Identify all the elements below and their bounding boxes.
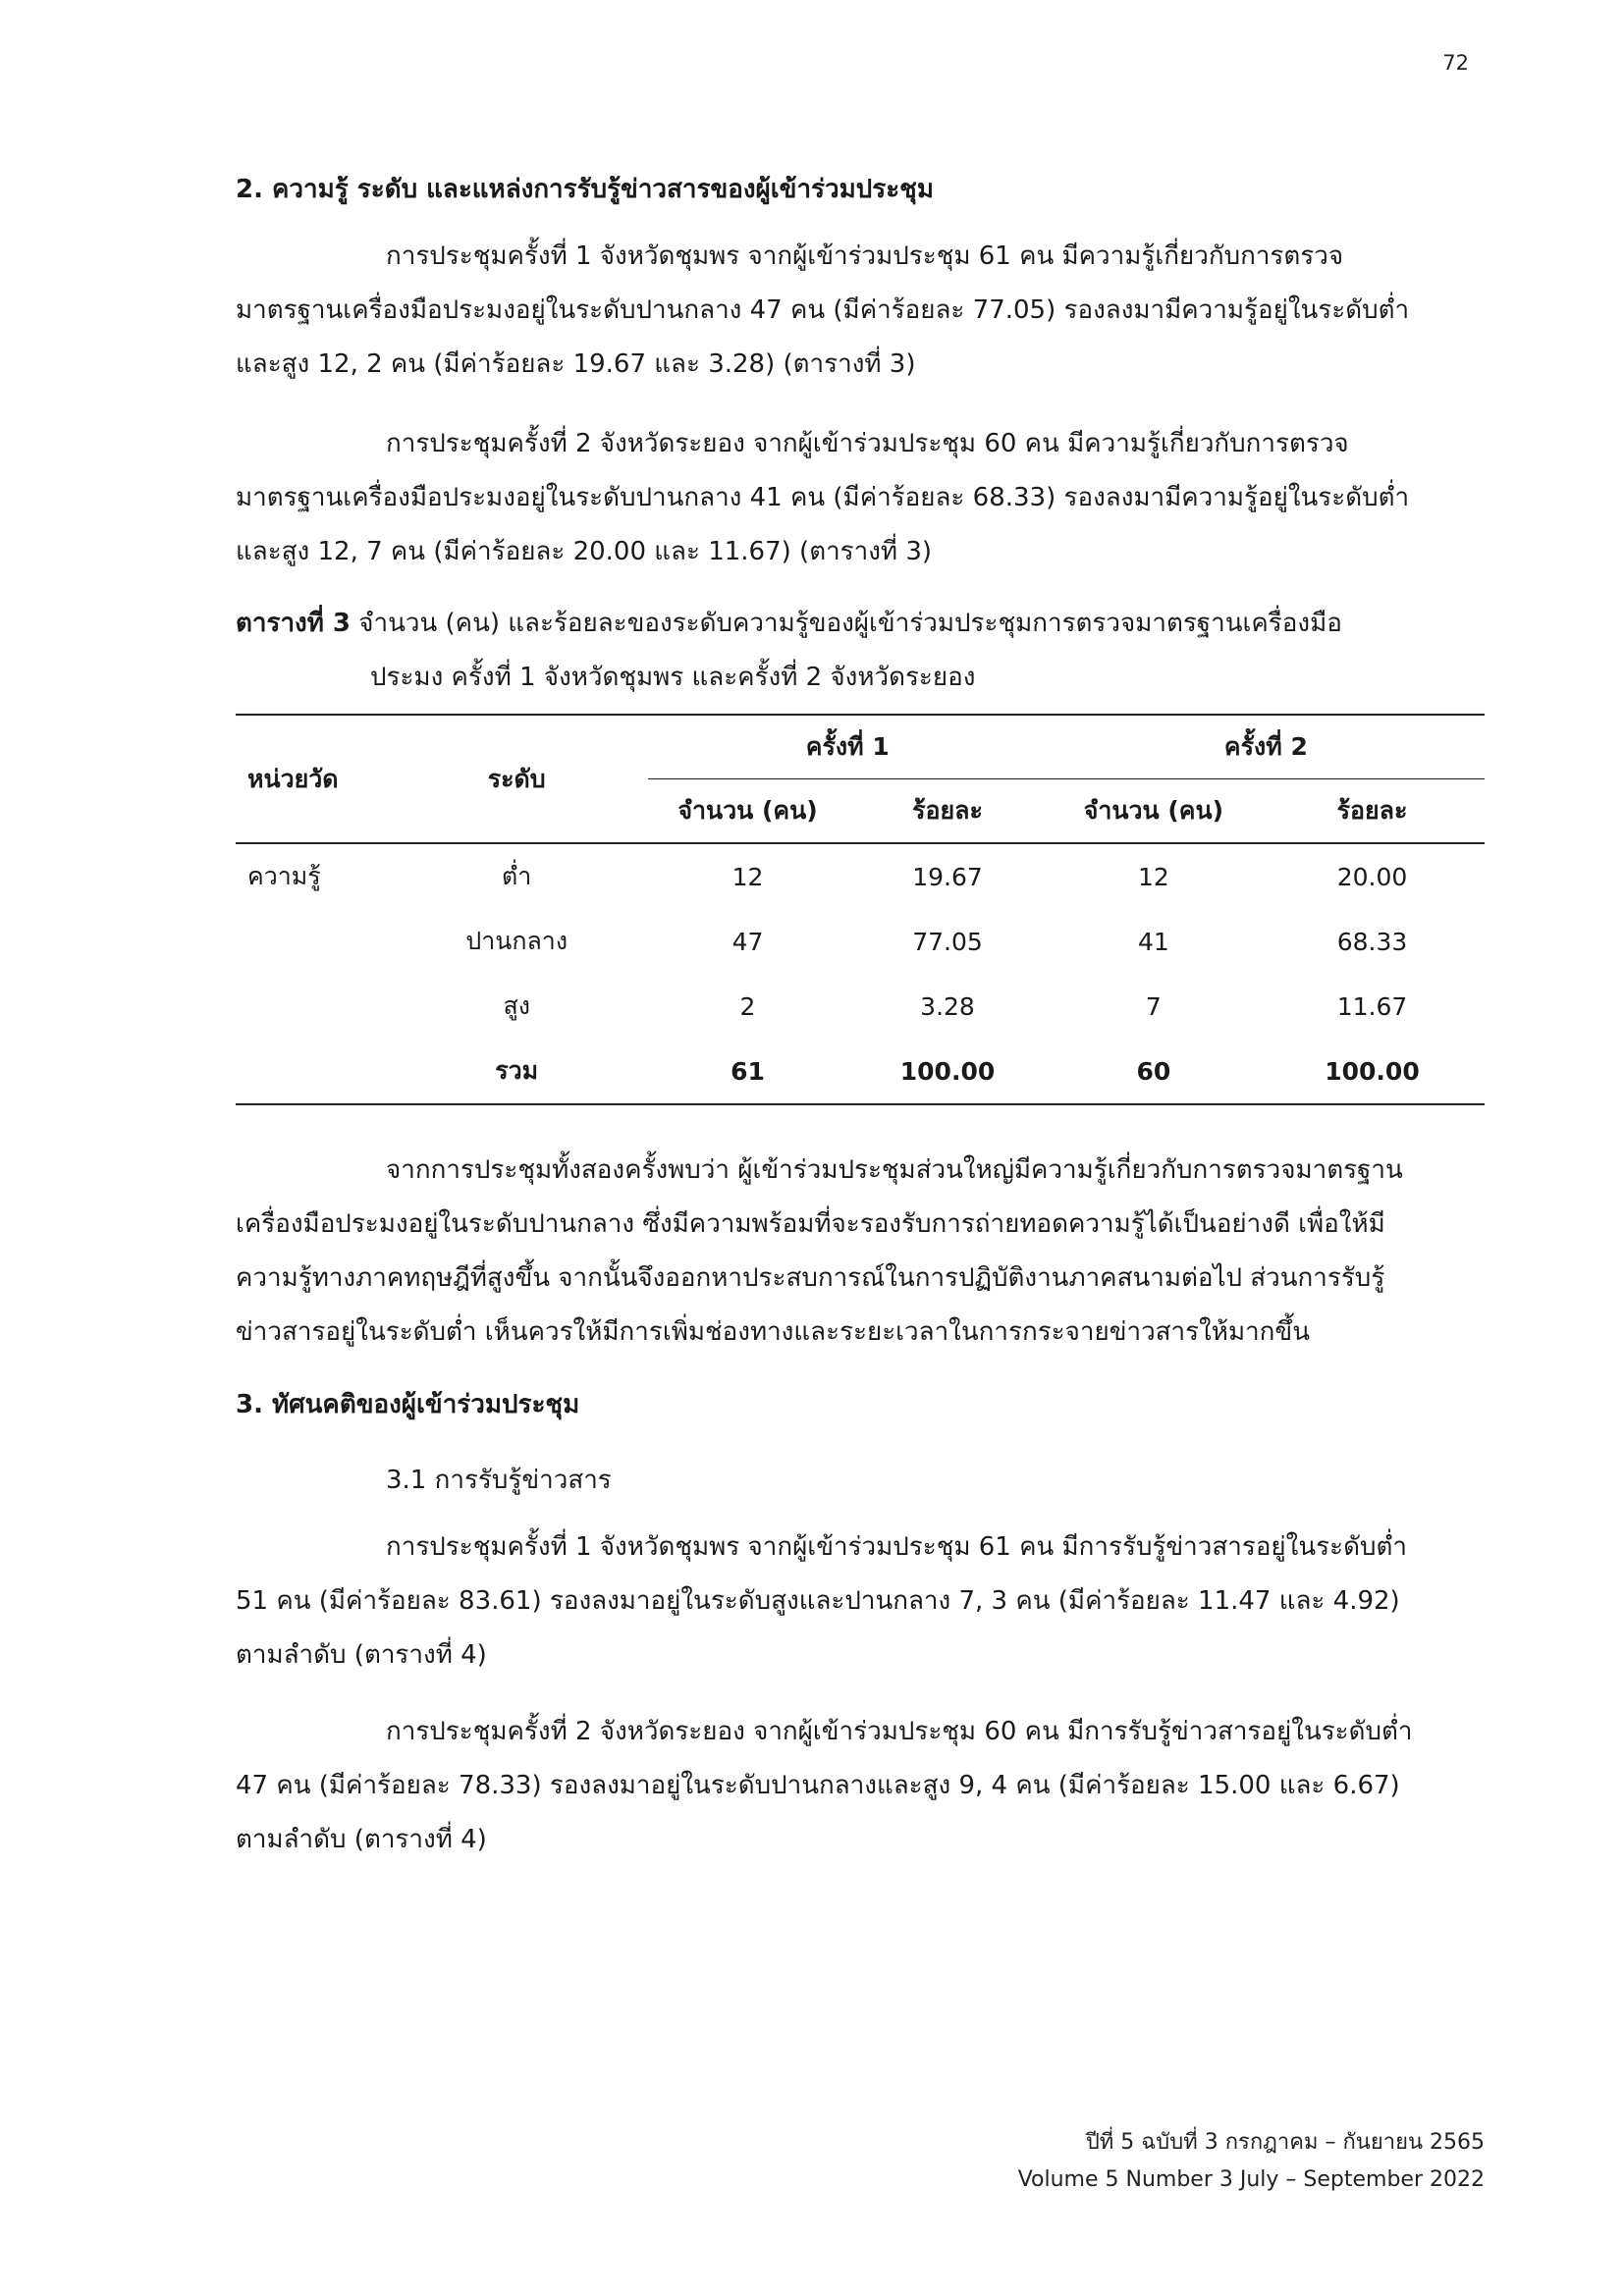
cell-percent-2: 68.33	[1336, 927, 1408, 956]
cell-count-2: 12	[1137, 862, 1169, 891]
header-round-1: ครั้งที่ 1	[648, 715, 1048, 779]
section-2-paragraph-2	[236, 417, 1475, 579]
table-total-row	[236, 1039, 1485, 1104]
header-percent: ร้อยละ	[847, 779, 1048, 844]
cell-percent-2: 100.00	[1260, 1039, 1485, 1104]
header-unit: หน่วยวัด	[236, 715, 386, 843]
footer-english-issue: Volume 5 Number 3 July – September 2022	[1017, 2167, 1485, 2192]
section-2-heading: 2. ความรู้ ระดับ และแหล่งการรับรู้ข่าวสารของผู้เข้าร่วมประชุม	[236, 175, 934, 204]
paragraph-line: การประชุมครั้งที่ 2 จังหวัดระยอง จากผู้เข้าร่วมประชุม 60 คน มีความรู้เกี่ยวกับการตรวจ	[386, 429, 1349, 458]
cell-percent-1: 100.00	[847, 1039, 1048, 1104]
cell-count-1: 47	[731, 927, 764, 956]
table-3	[236, 714, 1485, 1105]
table-row	[236, 974, 1485, 1039]
header-round-2: ครั้งที่ 2	[1048, 715, 1485, 779]
cell-unit	[236, 974, 386, 1039]
table-3-caption-label: ตารางที่ 3	[236, 609, 352, 638]
cell-unit	[236, 909, 386, 974]
paragraph-line: ข่าวสารอยู่ในระดับต่ำ เห็นควรให้มีการเพิ่มช่องทางและระยะเวลาในการกระจายข่าวสารให้มากขึ้น	[236, 1317, 1310, 1347]
cell-count-2: 7	[1145, 991, 1162, 1021]
cell-count-1: 61	[648, 1039, 848, 1104]
paragraph-line: การประชุมครั้งที่ 1 จังหวัดชุมพร จากผู้เข้าร่วมประชุม 61 คน มีการรับรู้ข่าวสารอยู่ในระดับต่ำ	[386, 1532, 1407, 1562]
cell-level: ปานกลาง	[465, 927, 568, 955]
section-3-paragraph-2	[236, 1705, 1475, 1867]
table-3-caption	[236, 597, 1483, 705]
footer	[1018, 2124, 1485, 2199]
paragraph-line: มาตรฐานเครื่องมือประมงอยู่ในระดับปานกลาง 41 คน (มีค่าร้อยละ 68.33) รองลงมามีความรู้อยู่ในระดับต่ำ	[236, 483, 1410, 512]
paragraph-line: และสูง 12, 7 คน (มีค่าร้อยละ 20.00 และ 11.67) (ตารางที่ 3)	[236, 537, 933, 566]
summary-paragraph	[236, 1144, 1475, 1360]
paragraph-line: และสูง 12, 2 คน (มีค่าร้อยละ 19.67 และ 3.28) (ตารางที่ 3)	[236, 349, 916, 379]
table-row	[236, 909, 1485, 974]
cell-percent-2: 11.67	[1336, 991, 1408, 1021]
table-row	[236, 843, 1485, 909]
cell-count-1: 12	[731, 862, 764, 891]
paragraph-line: จากการประชุมทั้งสองครั้งพบว่า ผู้เข้าร่วมประชุมส่วนใหญ่มีความรู้เกี่ยวกับการตรวจมาตรฐาน	[386, 1155, 1403, 1185]
table-3-caption-text: ประมง ครั้งที่ 1 จังหวัดชุมพร และครั้งที่ 2 จังหวัดระยอง	[370, 663, 976, 692]
cell-count-2: 41	[1137, 927, 1169, 956]
section-3-1-subheading: 3.1 การรับรู้ข่าวสาร	[386, 1466, 612, 1495]
cell-count-1: 2	[739, 991, 756, 1021]
cell-percent-1: 77.05	[912, 927, 983, 956]
paragraph-line: เครื่องมือประมงอยู่ในระดับปานกลาง ซึ่งมีความพร้อมที่จะรองรับการถ่ายทอดความรู้ได้เป็นอย่างดี เพื่อให้มี	[236, 1209, 1385, 1239]
paragraph-line: การประชุมครั้งที่ 2 จังหวัดระยอง จากผู้เข้าร่วมประชุม 60 คน มีการรับรู้ข่าวสารอยู่ในระดับต่ำ	[386, 1717, 1413, 1746]
page-number: 72	[1442, 51, 1469, 75]
cell-level: รวม	[386, 1039, 648, 1104]
section-2-paragraph-1	[236, 230, 1475, 392]
cell-count-2: 60	[1048, 1039, 1260, 1104]
paragraph-line: ตามลำดับ (ตารางที่ 4)	[236, 1825, 487, 1854]
cell-percent-2: 20.00	[1336, 862, 1408, 891]
header-count: จำนวน (คน)	[1048, 779, 1260, 844]
paragraph-line: 47 คน (มีค่าร้อยละ 78.33) รองลงมาอยู่ในระดับปานกลางและสูง 9, 4 คน (มีค่าร้อยละ 15.00 และ 6.67)	[236, 1771, 1400, 1800]
header-level: ระดับ	[386, 715, 648, 843]
paragraph-line: 51 คน (มีค่าร้อยละ 83.61) รองลงมาอยู่ในระดับสูงและปานกลาง 7, 3 คน (มีค่าร้อยละ 11.47 และ 4.92)	[236, 1586, 1400, 1616]
table-3-caption-text: จำนวน (คน) และร้อยละของระดับความรู้ของผู้เข้าร่วมประชุมการตรวจมาตรฐานเครื่องมือ	[358, 609, 1342, 638]
footer-thai-issue: ปีที่ 5 ฉบับที่ 3 กรกฎาคม – กันยายน 2565	[1085, 2130, 1485, 2155]
cell-unit: ความรู้	[247, 862, 321, 890]
cell-level: สูง	[503, 991, 530, 1020]
header-percent: ร้อยละ	[1260, 779, 1485, 844]
paragraph-line: การประชุมครั้งที่ 1 จังหวัดชุมพร จากผู้เข้าร่วมประชุม 61 คน มีความรู้เกี่ยวกับการตรวจ	[386, 241, 1344, 271]
cell-percent-1: 3.28	[920, 991, 975, 1021]
paragraph-line: มาตรฐานเครื่องมือประมงอยู่ในระดับปานกลาง 47 คน (มีค่าร้อยละ 77.05) รองลงมามีความรู้อยู่ในระดับต่ำ	[236, 295, 1410, 325]
paragraph-line: ความรู้ทางภาคทฤษฎีที่สูงขึ้น จากนั้นจึงออกหาประสบการณ์ในการปฏิบัติงานภาคสนามต่อไป ส่วนการรับรู้	[236, 1263, 1385, 1293]
cell-unit	[236, 1039, 386, 1104]
cell-percent-1: 19.67	[912, 862, 983, 891]
header-count: จำนวน (คน)	[648, 779, 848, 844]
cell-level: ต่ำ	[502, 862, 532, 890]
paragraph-line: ตามลำดับ (ตารางที่ 4)	[236, 1640, 487, 1670]
section-3-heading: 3. ทัศนคติของผู้เข้าร่วมประชุม	[236, 1390, 580, 1419]
section-3-paragraph-1	[236, 1521, 1475, 1682]
table-header-row	[236, 715, 1485, 779]
